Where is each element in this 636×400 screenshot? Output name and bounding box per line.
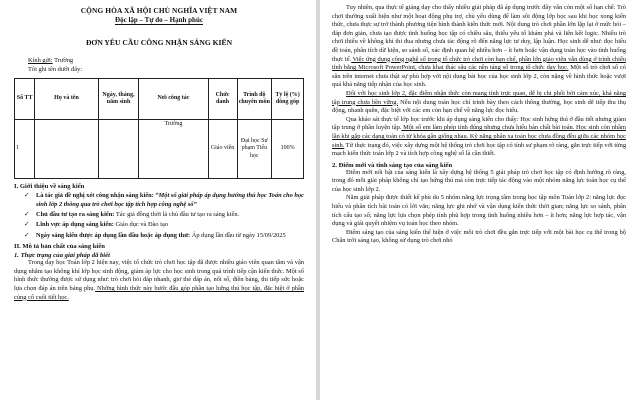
- bullet-author-value: “Một số giải pháp áp dụng hướng thú học Toán cho học sinh lớp 2 thông qua trò chơi học tập tích hợp công nghệ số”: [36, 192, 305, 208]
- checkmark-icon: ✓: [24, 221, 30, 229]
- bullet-author: [14, 192, 304, 209]
- bullet-investor: [14, 211, 304, 219]
- bullet-investor-value: Tác giả đồng thời là chủ đầu tư tạo ra sáng kiến.: [114, 211, 240, 218]
- paragraph-novelty: Điểm mới nổi bật của sáng kiến là xây dựng hệ thống 5 giải pháp trò chơi học tập có định hướng rõ ràng, trong đó mỗi giải pháp không chỉ tạo hứng thú mà còn trực tiếp tác động vào một nhóm năng lực toán học cụ thể của học sinh lớp 2.: [332, 168, 626, 193]
- cell-position: Giáo viên: [208, 120, 237, 179]
- author-table: [14, 78, 304, 179]
- addressee-line: [14, 57, 304, 66]
- bullet-field: [14, 221, 304, 229]
- header-position: Chức danh: [208, 79, 237, 120]
- document-title: ĐƠN YÊU CẦU CÔNG NHẬN SÁNG KIẾN: [85, 38, 233, 47]
- section-1-heading: I. Giới thiệu về sáng kiến: [14, 183, 85, 191]
- paragraph-current-state: Trong dạy học Toán lớp 2 hiện nay, việc tổ chức trò chơi học tập đã được nhiều giáo viên quan tâm và vận dụng nhằm tạo không khí lớp học sinh động, giảm áp lực cho học sinh trong quá trình tiếp cận kiến thức. Một số hình thức thường được sử dụng như: trò chơi hỏi đáp nhanh, giơ thẻ đáp án, nối số, điền bảng, thi tiếp sức hoặc lựa chọn đáp án trên bảng phụ. Những hình thức này bước đầu góp phần tạo hứng thú học tập, đặc biệt ở phần củng cố cuối tiết học.: [14, 259, 304, 301]
- cell-no: 1: [15, 120, 35, 179]
- checkmark-icon: ✓: [24, 192, 30, 200]
- paragraph-student-traits: Đối với học sinh lớp 2, đặc điểm nhận thức còn mang tính trực quan, dễ bị chi phối bởi cảm xúc, khả năng tập trung chưa bền vững. Nếu nội dung toán học chỉ trình bày theo cách thông thường, học sinh dễ tiếp thu thụ động, nhanh quên, đặc biệt với các em còn hạn chế về năng lực đọc hiểu.: [332, 89, 626, 115]
- header-qualification: Trình độ chuyên môn: [237, 79, 272, 120]
- checkmark-icon: ✓: [24, 211, 30, 218]
- section-2-1-heading: 1. Thực trạng của giải pháp đã biết: [14, 252, 110, 260]
- table-row: [15, 120, 304, 179]
- cell-qualification: Đại học Sư phạm Tiểu học: [237, 120, 272, 179]
- bullet-date-label: Ngày sáng kiến được áp dụng lần đầu hoặc áp dụng thử:: [36, 231, 191, 239]
- bullet-date-value: Áp dụng lần đầu từ ngày 15/09/2025: [190, 231, 286, 239]
- addressee-value: Trường: [52, 57, 74, 64]
- checkmark-icon: ✓: [24, 231, 30, 239]
- cell-contribution: 100%: [272, 120, 304, 179]
- document-page-left: [0, 0, 316, 400]
- paragraph-solutions: Năm giải pháp được thiết kế phù du 5 nhóm năng lực trọng tâm trong học tập môn Toán lớp 2: năng lực đọc hiểu và phân tích bài toán có lời văn; năng lực ghi nhớ và vận dụng kiến thức thời gian; năng lực so sánh, phân tích cấu tạo số; năng lực lựa chọn phép tính phù hợp trong tình huống nhiều hơn – ít hơn; năng lực hợp tác, vận dụng và giải quyết nhiệm vụ toán học theo nhóm.: [332, 194, 626, 228]
- bullet-investor-label: Chủ đầu tư tạo ra sáng kiến:: [36, 211, 115, 218]
- header-no: Số TT: [15, 79, 35, 120]
- national-header: CỘNG HÒA XÃ HỘI CHỦ NGHĨA VIỆT NAM: [80, 6, 238, 15]
- bullet-date: [14, 232, 304, 240]
- section-2-2-heading: 2. Điểm mới và tính sáng tạo của sáng kiến: [332, 161, 453, 169]
- paragraph-survey: Qua khảo sát thực tế lớp học trước khi áp dụng sáng kiến cho thấy: Học sinh hứng thú ở đầu tiết nhưng giảm tập trung ở phần luyện tập. Một số em làm phép tính đúng nhưng chưa hiểu bản chất bài toán. Học sinh còn nhầm lẫn khi gặp các dạng toán có từ khóa gần giống nhau. Kỹ năng phân xa toán học chưa đồng đều giữa các nhóm học sinh. Từ thực trạng đó, việc xây dựng một hệ thống trò chơi học tập có tính sư phạm rõ ràng, gắn trực tiếp với từng mạch kiến thức toán lớp 2 và tích hợp công nghệ số là cần thiết.: [332, 115, 627, 158]
- header-contribution: Tỷ lệ (%) đóng góp: [272, 79, 304, 120]
- document-page-right: [320, 0, 636, 400]
- header-name: Họ và tên: [35, 79, 99, 120]
- intro-line: Tôi ghi tên dưới đây:: [28, 65, 83, 73]
- cell-name: [35, 120, 99, 179]
- national-motto: Độc lập – Tự do – Hạnh phúc: [115, 16, 203, 24]
- bullet-field-label: Lĩnh vực áp dụng sáng kiến:: [36, 221, 114, 229]
- paragraph-creativity: Điểm sáng tạo của sáng kiến thể hiện ở việc mỗi trò chơi đều gắn trực tiếp với một bài học cụ thể trong bộ Chân trời sáng tạo, không sử dụng trò chơi nhỏ: [332, 228, 626, 245]
- paragraph-limitations: Tuy nhiên, qua thực tế giảng dạy cho thấy nhiều giải pháp đã áp dụng trước đây vẫn còn một số hạn chế: Trò chơi thường xuất hiện như một hoạt động phụ trợ, chủ yếu dùng để làm sôi động lớp học sau khi học xong kiến thức, chưa thực sự trở thành phương tiện hình thành kiến thức mới. Nội dung trò chơi phần lớn lặp lại ở mức hỏi – đáp đơn giản, chưa tạo được tình huống học tập có chiều sâu, thiếu yếu tố khám phá và liên kết logic. Nhiều trò chơi thiếu về không khí thi đua nhưng chưa tác động rõ đến năng lực tư duy, lập luận. Học sinh dễ như: đọc hiểu đề toán, phân tích dữ kiện, so sánh số, xác định quan hệ nhiều hơn – ít hơn hoặc vận dụng toán học vào tình huống thực tế. Việc ứng dụng công nghệ số trong tổ chức trò chơi còn hạn chế, phần lớn giáo viên vẫn dùng ở trình chiếu tĩnh bằng Microsoft PowerPoint, chưa khai thác sâu các nền tảng số trong tổ chức dạy học. Một số trò chơi số có sẵn trên internet chưa thật sự phù hợp với nội dung bài học của học sinh lớp 2, còn nặng về hình thức hoặc vượt quá khả năng tiếp nhận của học sinh.: [332, 4, 626, 89]
- section-2-heading: II. Mô tả bản chất của sáng kiến: [14, 243, 105, 251]
- cell-workplace: Trường: [139, 120, 208, 179]
- cell-dob: [98, 120, 138, 179]
- bullet-author-label: Là tác giả đề nghị xét công nhận sáng kiến:: [36, 192, 154, 200]
- header-dob: Ngày, tháng, năm sinh: [98, 79, 138, 120]
- header-workplace: Nơi công tác: [139, 79, 208, 120]
- author-table-header: [15, 79, 304, 120]
- addressee-label: Kính gửi:: [28, 57, 53, 64]
- bullet-field-value: Giáo dục và Đào tạo: [113, 221, 169, 229]
